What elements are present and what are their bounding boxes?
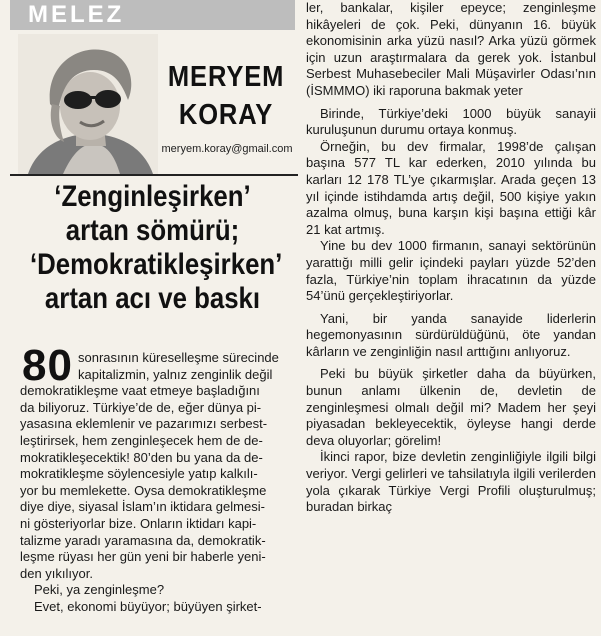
- column-label: MELEZ: [28, 1, 125, 28]
- body-line: kapitalizmin, yalnız zenginlik değil: [78, 366, 273, 382]
- body-line: leştirirsek, hem zenginleşecek hem de de-: [20, 432, 263, 448]
- header-divider: [10, 174, 298, 176]
- body-line: sonrasının küreselleşme sürecinde: [78, 350, 279, 365]
- body-paragraph: Evet, ekonomi büyüyor; büyüyen şirket-: [34, 598, 262, 614]
- author-first-name: MERYEM: [167, 61, 285, 93]
- right-column: [306, 0, 598, 636]
- author-name: [168, 58, 284, 134]
- body-line: mokratikleşme söylencesiyle yatıp kalkılı-: [20, 466, 258, 482]
- article-headline: [29, 180, 283, 316]
- body-line: diye diye, siyasal İslam’ın iktidara gelmesi-: [20, 499, 265, 515]
- left-column: [0, 0, 300, 636]
- body-paragraph: Birinde, Türkiye’deki 1000 büyük sanayii kuruluşunun durumu ortaya konmuş.: [306, 105, 596, 138]
- column-banner: [10, 0, 295, 30]
- body-line: da biliyoruz. Türkiye’de de, eğer dünya pi-: [20, 399, 262, 415]
- headline-line-4: artan acı ve baskı: [44, 282, 261, 315]
- body-line: demokratikleşme vaat etmeye başladığını: [20, 383, 260, 399]
- body-line: yor bu memlekette. Oysa demokratikleşme: [20, 482, 267, 498]
- author-email[interactable]: meryem.koray@gmail.com: [161, 143, 293, 155]
- body-line: den yıkılıyor.: [20, 565, 93, 581]
- body-line: yasasına eklemlenir ve pazarımızı serbest-: [20, 416, 268, 432]
- body-line: ni gösteriyorlar bize. Onların iktidarı kapi-: [20, 515, 257, 531]
- article-body-left: [20, 350, 298, 616]
- body-line: mokratikleşecektik! 80’den bu yana da de-: [20, 449, 263, 465]
- author-photo: [18, 34, 158, 174]
- drop-cap: 80: [22, 341, 73, 390]
- headline-line-1: ‘Zenginleşirken’: [54, 180, 251, 213]
- body-paragraph: Yine bu dev 1000 firmanın, sanayi sektörünün yarattığı milli gelir içindeki payları yüzde 52’den fazla, Türkiye’nin toplam ihracatının da yüzde 54’ünü gerçekleştiriyorlar.: [306, 238, 596, 304]
- body-paragraph: Yani, bir yanda sanayide liderlerin hegemonyasının sürdürüldüğünü, öte yandan kârların ve zenginliğin nasıl arttığını anlıyoruz.: [306, 310, 596, 359]
- body-paragraph: Peki, ya zenginleşme?: [34, 582, 165, 598]
- headline-line-2: artan sömürü;: [65, 214, 240, 247]
- article-body-right: [306, 0, 596, 516]
- body-paragraph: İkinci rapor, bize devletin zenginliğiyle ilgili bilgi veriyor. Vergi gelirleri ve tahsilatıyla ilgili verilerden yola çıkarak Türkiye Vergi Profili oluşturulmuş; buradan birkaç: [306, 449, 596, 515]
- body-paragraph: Örneğin, bu dev firmalar, 1998’de çalışan başına 577 TL kar ederken, 2010 yılında bu karları 12 178 TL’ye çıkarmışlar. Arada geçen 13 yıl içinde istihdamda artış değil, 500 kişiye yakın azalma olmuş, buna karşın kişi başına ettiği kâr 21 kat artmış.: [306, 138, 596, 237]
- body-paragraph: Peki bu büyük şirketler daha da büyürken, bunun anlamı ülkenin de, devletin de zenginleşmesi olmalı değil mi? Madem her şeyi piyasadan bekleyecektik, öyleyse hangi derde deva oluyorlar; görelim!: [306, 366, 596, 448]
- body-paragraph: ler, bankalar, kişiler epeyce; zenginleşme hikâyeleri de çok. Peki, dünyanın 16. büyük ekonomisinin arka yüzü nasıl? Arka yüzü görmek için uzun araştırmalara da gerek yok. İstanbul Serbest Muhasebeciler Mali Müşavirler Odası’nın (İSMMMO) iki raporuna bakmak yeter: [306, 0, 596, 98]
- headline-line-3: ‘Demokratikleşirken’: [29, 248, 283, 281]
- body-line: talizme yaradı yaramasına da, demokratik-: [20, 532, 266, 548]
- author-last-name: KORAY: [178, 99, 274, 131]
- body-line: leşme rüyası her gün yeni bir haberle yeni-: [20, 549, 266, 565]
